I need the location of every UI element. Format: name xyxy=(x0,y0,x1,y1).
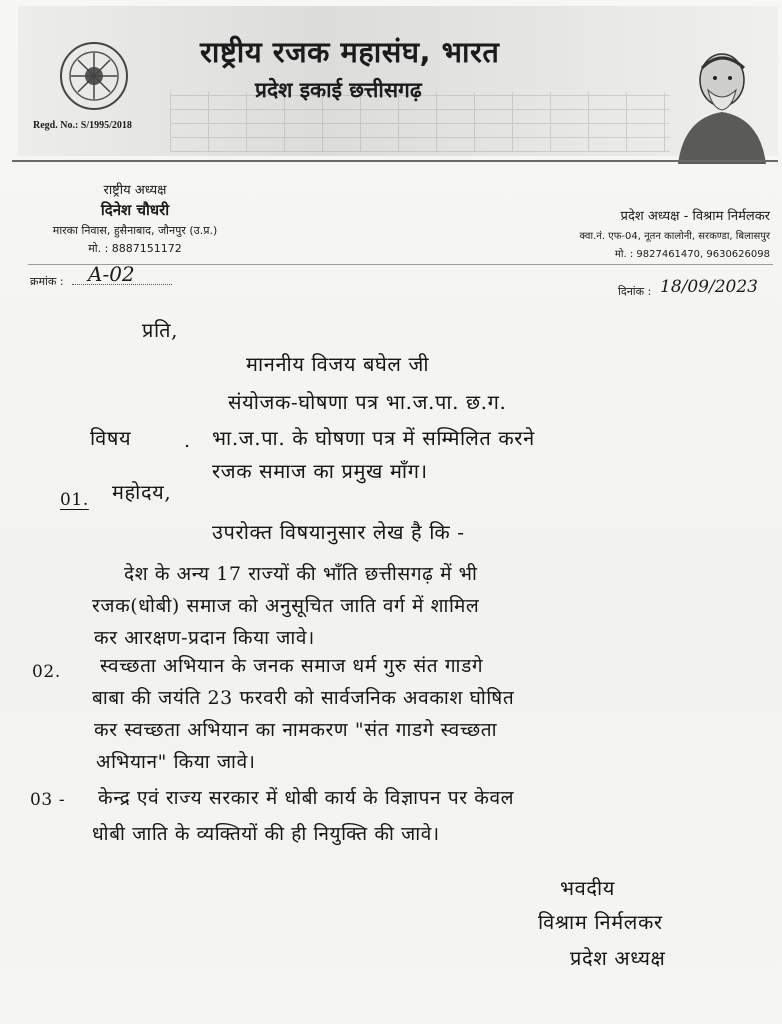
closing: भवदीय xyxy=(560,876,615,900)
letter-date: 18/09/2023 xyxy=(660,277,758,297)
salutation: महोदय, xyxy=(112,480,172,504)
item-1-number: 01. xyxy=(60,490,89,510)
state-president-block xyxy=(500,206,770,260)
national-president-title: राष्ट्रीय अध्यक्ष xyxy=(103,183,167,198)
addressee-name: माननीय विजय बघेल जी xyxy=(246,352,430,376)
national-president-address: मारका निवास, हुसैनाबाद, जौनपुर (उ.प्र.) xyxy=(52,224,218,237)
item-1-line-2: रजक(धोबी) समाज को अनुसूचित जाति वर्ग में शामिल xyxy=(92,595,480,617)
signatory-name: विश्राम निर्मलकर xyxy=(538,910,663,934)
founder-portrait-icon xyxy=(672,46,768,164)
item-1-line-1: देश के अन्य 17 राज्यों की भाँति छत्तीसगढ़ में भी xyxy=(124,563,478,585)
item-3-line-1: केन्द्र एवं राज्य सरकार में धोबी कार्य के विज्ञापन पर केवल xyxy=(98,787,515,809)
state-president-address: क्वा.नं. एफ-04, नूतन कालोनी, सरकण्डा, बिलासपुर xyxy=(579,231,770,242)
item-3-number: 03 - xyxy=(30,790,66,810)
item-2-line-2: बाबा की जयंति 23 फरवरी को सार्वजनिक अवकाश घोषित xyxy=(92,687,515,709)
item-2-line-3: कर स्वच्छता अभियान का नामकरण "संत गाडगे स्वच्छता xyxy=(94,719,498,741)
reference-number: A-02 xyxy=(88,262,135,286)
signatory-title: प्रदेश अध्यक्ष xyxy=(570,946,666,970)
item-1-line-3: कर आरक्षण-प्रदान किया जावे। xyxy=(94,627,315,649)
reference-label: क्रमांक : xyxy=(30,275,64,288)
subject-label: विषय xyxy=(90,426,132,450)
header-divider xyxy=(12,160,778,162)
subject-line-1: भा.ज.पा. के घोषणा पत्र में सम्मिलित करने xyxy=(212,426,535,450)
state-president-title: प्रदेश अध्यक्ष - विश्राम निर्मलकर xyxy=(620,209,770,224)
national-president-block xyxy=(30,180,240,256)
organization-name: राष्ट्रीय रजक महासंघ, भारत xyxy=(200,35,500,69)
subject-line-2: रजक समाज का प्रमुख माँग। xyxy=(212,459,428,483)
subject-dot: . xyxy=(184,430,191,452)
addressee-designation: संयोजक-घोषणा पत्र भा.ज.पा. छ.ग. xyxy=(228,390,507,414)
contact-divider xyxy=(28,264,773,265)
item-3-line-2: धोबी जाति के व्यक्तियों की ही नियुक्ति की जावे। xyxy=(92,823,440,845)
registration-number: Regd. No.: S/1995/2018 xyxy=(33,120,132,131)
national-president-mobile: मो. : 8887151172 xyxy=(88,242,182,255)
date-label: दिनांक : xyxy=(618,285,652,298)
organization-emblem-icon xyxy=(58,40,130,112)
to-label: प्रति, xyxy=(142,318,179,342)
organization-unit: प्रदेश इकाई छत्तीसगढ़ xyxy=(255,78,422,102)
item-2-number: 02. xyxy=(32,662,61,682)
item-2-line-4: अभियान" किया जावे। xyxy=(96,751,256,773)
state-president-mobile: मो. : 9827461470, 9630626098 xyxy=(614,249,770,260)
intro-line: उपरोक्त विषयानुसार लेख है कि - xyxy=(212,520,465,544)
item-2-line-1: स्वच्छता अभियान के जनक समाज धर्म गुरु संत गाडगे xyxy=(100,655,484,677)
national-president-name: दिनेश चौधरी xyxy=(100,201,170,219)
